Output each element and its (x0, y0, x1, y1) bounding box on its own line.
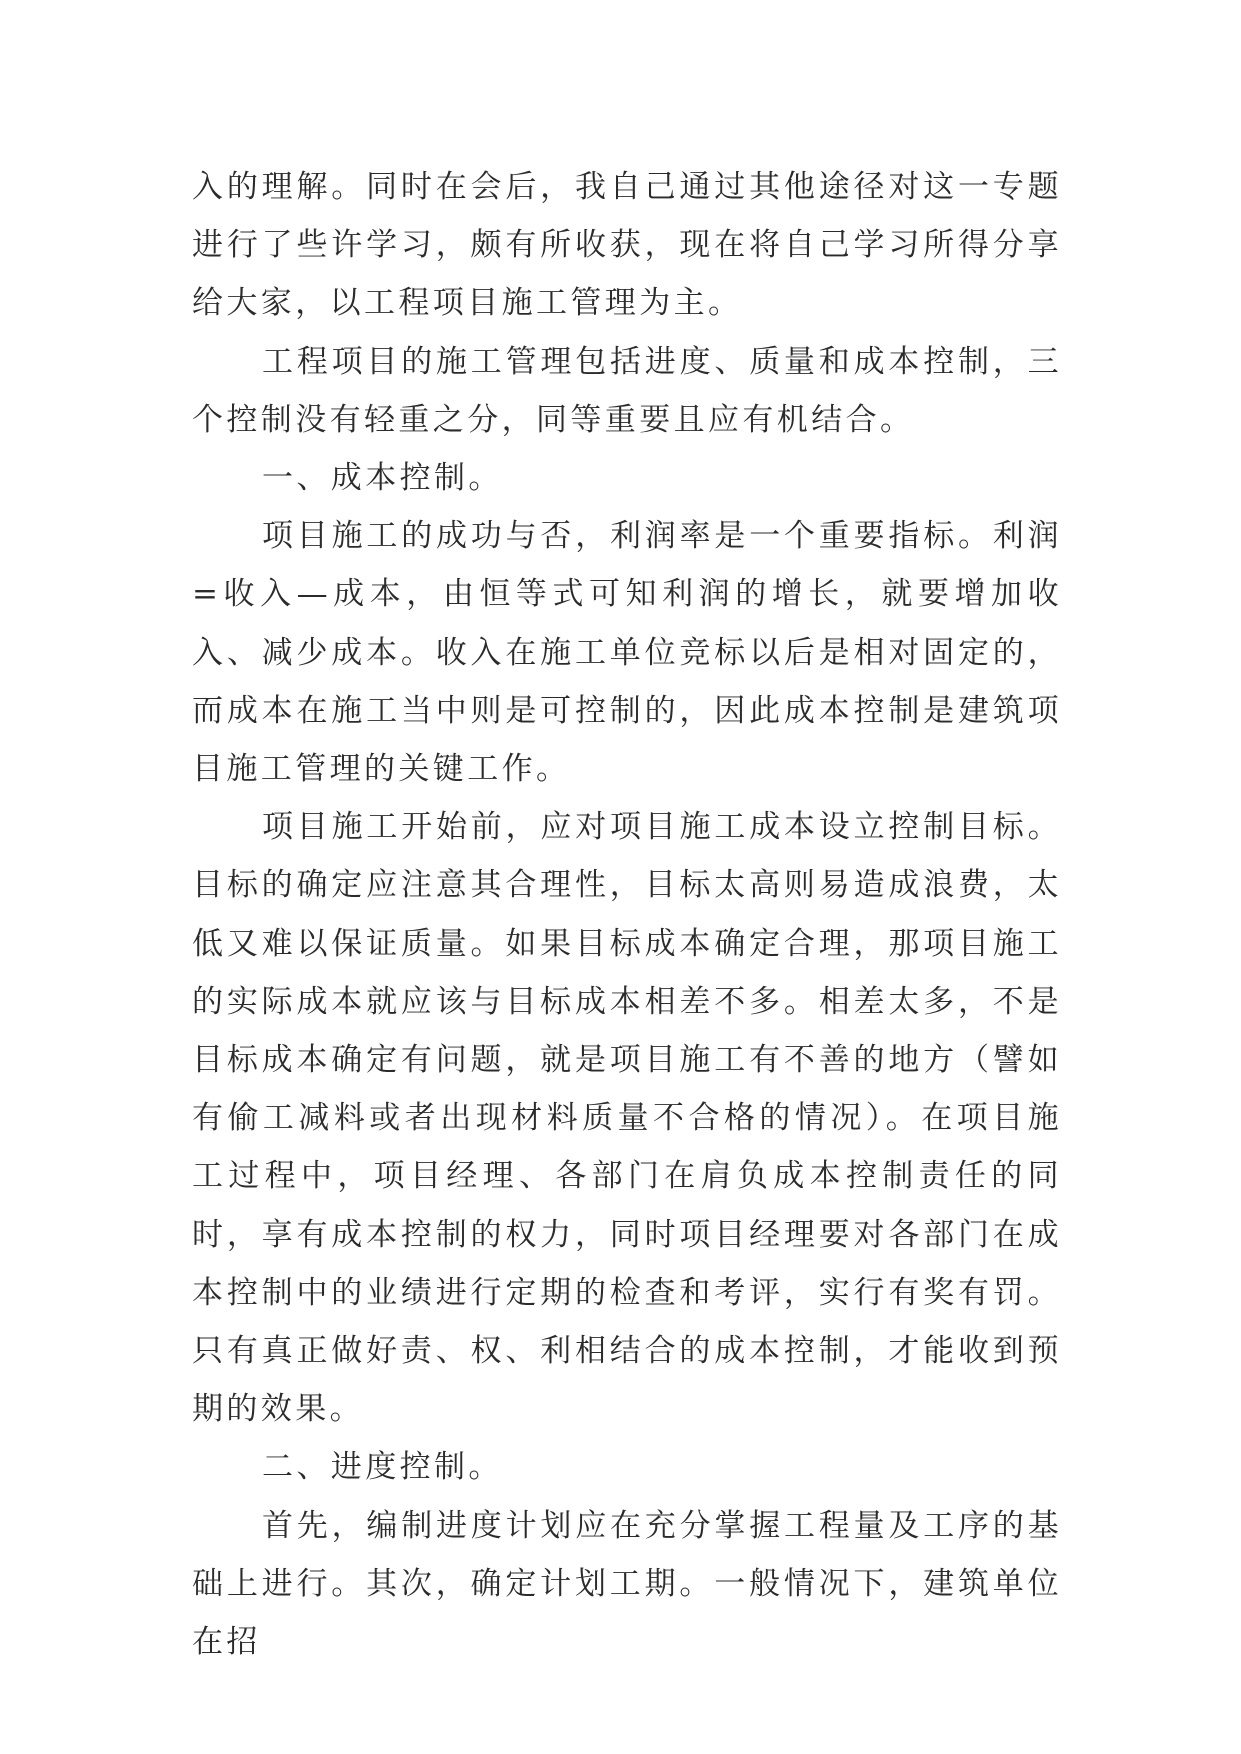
section-heading-schedule-control: 二、进度控制。 (262, 1449, 503, 1486)
paragraph-schedule-plan: 首先，编制进度计划应在充分掌握工程量及工序的基础上进行。其次，确定计划工期。一般情况下，建筑单位在招 (192, 1507, 1062, 1661)
document-page (192, 158, 1062, 1671)
paragraph-profit: 项目施工的成功与否，利润率是一个重要指标。利润=收入—成本，由恒等式可知利润的增长，就要增加收入、减少成本。收入在施工单位竞标以后是相对固定的，而成本在施工当中则是可控制的，因此成本控制是建筑项目施工管理的关键工作。 (192, 518, 1062, 788)
section-heading-cost-control: 一、成本控制。 (262, 460, 503, 497)
paragraph-intro: 入的理解。同时在会后，我自己通过其他途径对这一专题进行了些许学习，颇有所收获，现在将自己学习所得分享给大家，以工程项目施工管理为主。 (192, 169, 1062, 322)
paragraph-cost-target: 项目施工开始前，应对项目施工成本设立控制目标。目标的确定应注意其合理性，目标太高则易造成浪费，太低又难以保证质量。如果目标成本确定合理，那项目施工的实际成本就应该与目标成本相差不多。相差太多，不是目标成本确定有问题，就是项目施工有不善的地方（譬如有偷工减料或者出现材料质量不合格的情况）。在项目施工过程中，项目经理、各部门在肩负成本控制责任的同时，享有成本控制的权力，同时项目经理要对各部门在成本控制中的业绩进行定期的检查和考评，实行有奖有罚。只有真正做好责、权、利相结合的成本控制，才能收到预期的效果。 (192, 809, 1062, 1428)
paragraph-overview: 工程项目的施工管理包括进度、质量和成本控制，三个控制没有轻重之分，同等重要且应有机结合。 (192, 343, 1062, 438)
